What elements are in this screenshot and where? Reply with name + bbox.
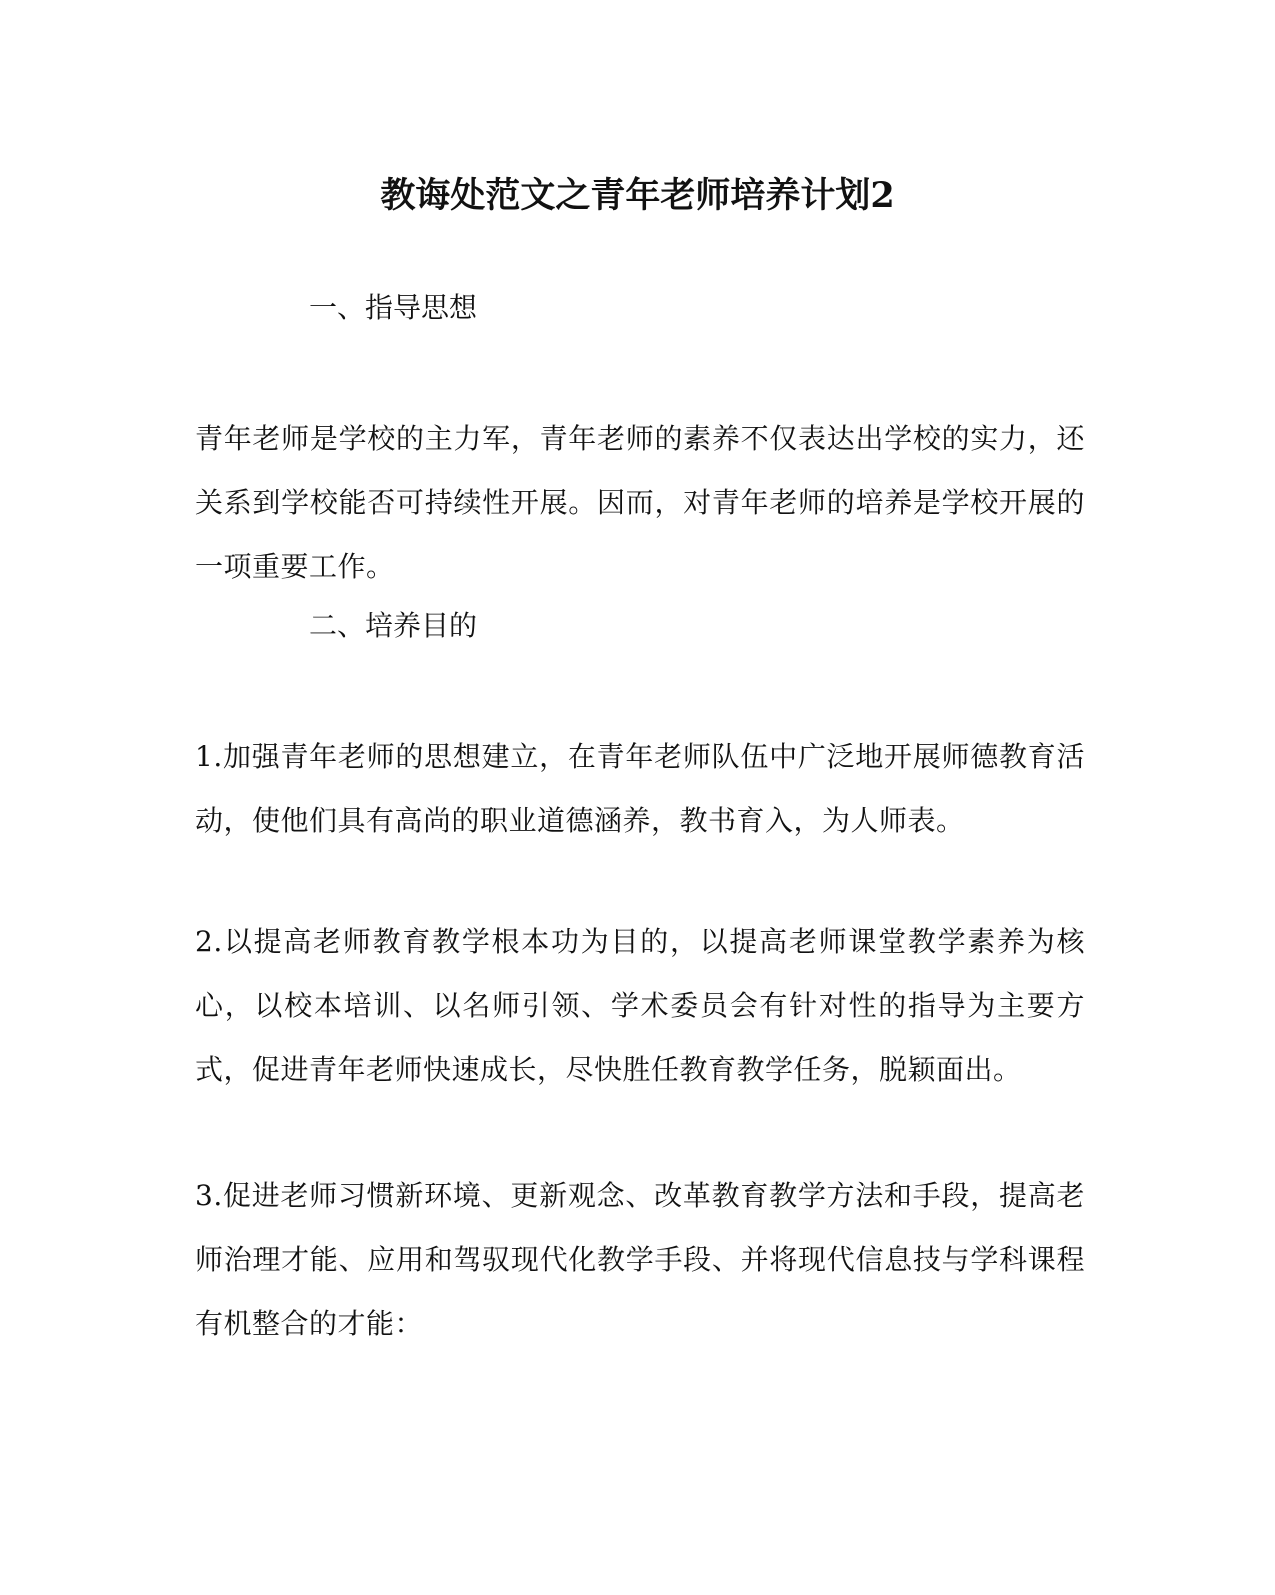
section-heading-guiding-thought: 一、指导思想 <box>309 291 478 324</box>
goal-item-2: 2.以提高老师教育教学根本功为目的，以提高老师课堂教学素养为核心，以校本培训、以名师引领、学术委员会有针对性的指导为主要方式，促进青年老师快速成长，尽快胜任教育教学任务，脱颖面出。 <box>195 925 1085 1086</box>
paragraph-guiding-thought: 青年老师是学校的主力军，青年老师的素养不仅表达出学校的实力，还关系到学校能否可持续性开展。因而，对青年老师的培养是学校开展的一项重要工作。 <box>195 422 1085 583</box>
goal-item-3: 3.促进老师习惯新环境、更新观念、改革教育教学方法和手段，提高老师治理才能、应用和驾驭现代化教学手段、并将现代信息技与学科课程有机整合的才能： <box>195 1179 1085 1340</box>
document-title: 教诲处范文之青年老师培养计划2 <box>380 175 895 216</box>
goal-item-1: 1.加强青年老师的思想建立，在青年老师队伍中广泛地开展师德教育活动，使他们具有高尚的职业道德涵养，教书育入，为人师表。 <box>195 740 1085 837</box>
section-heading-training-goals: 二、培养目的 <box>309 609 478 642</box>
